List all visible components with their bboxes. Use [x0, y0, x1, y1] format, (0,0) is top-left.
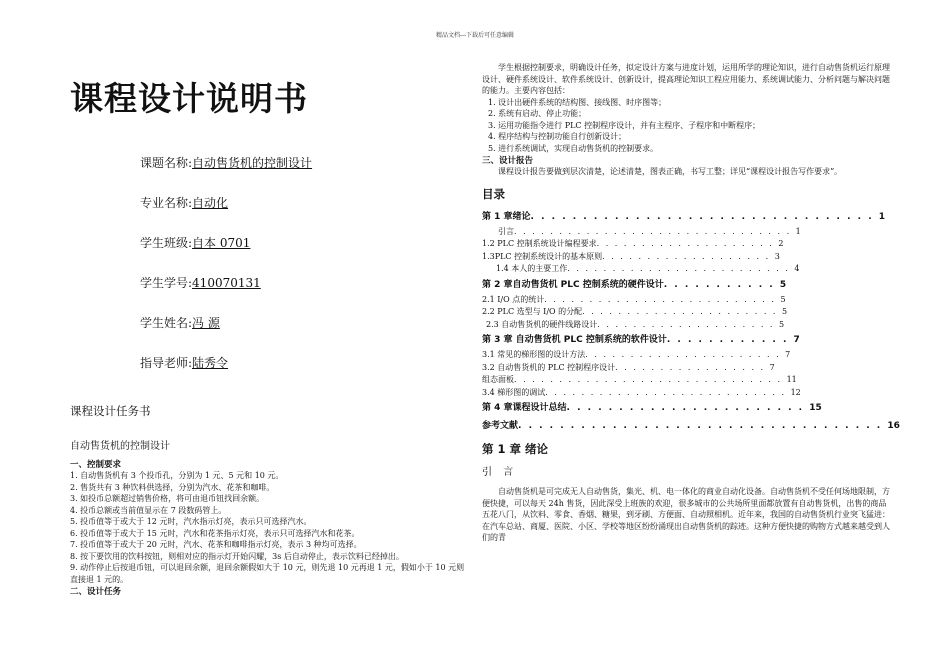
toc-entry[interactable]	[482, 238, 892, 251]
chapter-1-title: 第 1 章 绪论	[482, 442, 549, 456]
toc-entry-text: 参考文献	[482, 421, 519, 431]
toc-leader-dots: . . . . . . . . . . . . . . . . . . .	[602, 251, 775, 261]
toc-entry-text: 3.1 常见的梯形图的设计方法	[482, 350, 586, 359]
toc-entry[interactable]	[482, 319, 892, 332]
toc-leader-dots: . . . . . . . . . . . . . . . . . . . . . .	[582, 307, 783, 316]
toc-page-number: 7	[785, 350, 791, 359]
toc-leader-dots: . . . . . . . . . . . . . . . . . . . . . . .	[566, 403, 810, 413]
toc-leader-dots: . . . . . . . . . . . . . . . . . . . .	[597, 319, 779, 329]
toc-entry[interactable]	[482, 306, 892, 319]
toc-entry-text: 引言	[498, 226, 514, 236]
task-title: 课程设计任务书	[70, 404, 151, 418]
toc-entry[interactable]	[482, 362, 892, 375]
toc-entry[interactable]	[482, 226, 892, 239]
toc-page-number: 15	[809, 403, 822, 413]
toc-entry-text: 第 2 章自动售货机 PLC 控制系统的硬件设计	[482, 279, 664, 290]
toc-entry-text: 2.3 自动售货机的硬件线路设计	[486, 319, 598, 329]
design-item-4: 4. 程序结构与控制功能自行创新设计；	[488, 132, 627, 141]
toc-entry-text: 1.3PLC 控制系统设计的基本原则	[482, 251, 603, 261]
toc-page-number: 12	[790, 387, 801, 397]
toc-page-number: 1	[878, 211, 886, 222]
requirement-1: 1. 自动售货机有 3 个投币孔，分别为 1 元、5 元和 10 元。	[70, 471, 284, 480]
info-student-name: 学生姓名:冯 源	[140, 316, 220, 330]
toc-leader-dots: . . . . . . . . . . . . . . . . . . . . . . . . . . .	[545, 387, 791, 397]
toc-leader-dots: . . . . . . . . . . . . . . . . . . . . . . . . .	[567, 264, 795, 273]
requirement-9: 9. 动作停止后按退币钮，可以退回余额，退回余额假如大于 10 元，则先退 10 元再退 1 元，假如小于 10 元则直接退 1 元的。	[70, 563, 465, 584]
toc-leader-dots: . . . . . . . . . . . . . . . . .	[615, 362, 770, 372]
toc-entry[interactable]	[482, 417, 900, 435]
toc-entry-text: 1.2 PLC 控制系统设计编程要求	[482, 239, 597, 248]
toc-entry[interactable]	[482, 263, 892, 276]
toc-entry[interactable]	[482, 387, 892, 400]
report-text: 课程设计报告要做到层次清楚，论述清楚，图表正确，书写工整；详见“课程设计报告写作要求”。	[498, 167, 843, 176]
info-major: 专业名称:自动化	[140, 196, 229, 210]
info-advisor: 指导老师:陆秀令	[140, 356, 229, 370]
toc-entry-text: 第 4 章课程设计总结	[482, 403, 567, 413]
toc-page-number: 4	[794, 264, 800, 273]
design-intro: 学生根据控制要求，明确设计任务，拟定设计方案与进度计划，运用所学的理论知识，进行自动售货机运行原理设计、硬件系统设计、软件系统设计、创新设计，提高理论知识工程应用能力、系统调试能力、分析问题与解决问题的能力。主要内容包括：	[482, 63, 890, 95]
requirement-3: 3. 如投币总额超过销售价格，将可由退币钮找回余额。	[70, 494, 265, 503]
intro-text: 自动售货机是可完成无人自动售货，集光、机、电一体化的商业自动化设备。自动售货机不受任何场地限制，方便快捷，可以每天 24h 售货，因此深受上班族的欢迎，很多城市的公共场所里面都放置有自动售货机，出售的商品五花八门，从饮料、零食、香烟、糖果，到牙刷、方便面、自动照相机。近年来，我国的自动售货机行业突飞猛进：在汽车总站、商厦、医院、小区、学校等地区纷纷涌现出自动售货机的踪迹。这种方便快捷的购物方式越来越受到人们的青	[482, 487, 890, 542]
toc-page-number: 11	[786, 375, 797, 384]
toc-entry-text: 3.4 梯形图的调试	[482, 387, 546, 397]
design-item-5: 5. 进行系统调试，实现自动售货机的控制要求。	[488, 143, 659, 153]
toc-entry[interactable]	[482, 251, 892, 264]
toc-page-number: 5	[780, 294, 786, 304]
requirement-8: 8. 按下要饮用的饮料按钮，则相对应的指示灯开始闪耀，3s 后自动停止，表示饮料已经掉出。	[70, 551, 404, 561]
toc-entry-text: 2.1 I/O 点的统计	[482, 294, 545, 304]
toc-leader-dots: . . . . . . . . . . . . . . . . . . . . . . . . . . . . . . .	[514, 226, 796, 236]
requirement-7: 7. 投币值等于或大于 20 元时，汽水、花茶和咖啡指示灯亮，表示 3 种均可选择。	[70, 540, 362, 549]
toc-entry[interactable]	[482, 276, 892, 294]
page-header: 精品文档---下载后可任意编辑	[435, 32, 515, 39]
toc-entry-text: 第 3 章 自动售货机 PLC 控制系统的软件设计	[482, 335, 667, 345]
right-page	[482, 62, 900, 544]
design-item-2: 2. 系统有启动、停止功能；	[488, 109, 587, 118]
toc-leader-dots: . . . . . . . . . . . . . . . . . . . . . .	[585, 350, 786, 359]
toc-leader-dots: . . . . . . . . . . . . . . . . . . . . . . . . . . . . . . . . . . .	[518, 421, 888, 431]
toc-entry-text: 1.4 本人的主要工作	[496, 264, 568, 273]
left-page	[70, 60, 470, 597]
toc-entry[interactable]	[482, 374, 892, 387]
toc-entry-text: 第 1 章绪论	[482, 211, 531, 222]
table-of-contents	[482, 208, 900, 436]
cover-info	[140, 155, 470, 395]
requirement-6: 6. 投币值等于或大于 15 元时，汽水和花茶指示灯亮，表示只可选择汽水和花茶。	[70, 528, 360, 538]
toc-page-number: 7	[769, 362, 775, 372]
info-topic: 课题名称:自动售货机的控制设计	[140, 156, 313, 170]
toc-leader-dots: . . . . . . . . . . . .	[666, 335, 794, 345]
toc-page-number: 7	[793, 335, 800, 345]
requirement-5: 5. 投币值等于或大于 12 元时，汽水指示灯亮，表示只可选择汽水。	[70, 517, 312, 526]
toc-entry[interactable]	[482, 208, 892, 226]
toc-leader-dots: . . . . . . . . . . .	[663, 279, 780, 290]
document-title: 课程设计说明书	[70, 79, 308, 118]
report-heading: 三、设计报告	[482, 156, 534, 166]
toc-page-number: 5	[778, 319, 785, 329]
info-student-id: 学生学号:410070131	[140, 276, 261, 290]
requirement-4: 4. 投币总额或当前值显示在 7 段数码管上。	[70, 505, 227, 515]
toc-title: 目录	[482, 186, 505, 201]
toc-page-number: 1	[795, 226, 801, 236]
toc-entry[interactable]	[482, 349, 892, 362]
toc-entry-text: 组态面板	[482, 375, 514, 384]
requirements-heading: 一、控制要求	[70, 460, 122, 470]
toc-leader-dots: . . . . . . . . . . . . . . . . . . . . . . . . . . . . . . . . .	[530, 211, 879, 222]
toc-leader-dots: . . . . . . . . . . . . . . . . . . . . . . . . . .	[544, 294, 781, 304]
design-item-1: 1. 设计出硬件系统的结构图、接线图、时序图等；	[488, 97, 667, 107]
toc-page-number: 3	[774, 251, 780, 261]
toc-page-number: 16	[887, 421, 900, 431]
toc-leader-dots: . . . . . . . . . . . . . . . . . . . . . . . . . . . . . .	[514, 375, 787, 384]
toc-page-number: 5	[782, 307, 788, 316]
toc-entry[interactable]	[482, 331, 892, 349]
toc-entry-text: 2.2 PLC 选型与 I/O 的分配	[482, 307, 583, 316]
info-class: 学生班级:自本 0701	[140, 236, 251, 250]
toc-page-number: 2	[778, 239, 784, 248]
intro-heading: 引 言	[482, 467, 518, 478]
requirement-2: 2. 售货共有 3 种饮料供选择，分别为汽水、花茶和咖啡。	[70, 482, 275, 492]
toc-entry[interactable]	[482, 294, 892, 307]
toc-entry-text: 3.2 自动售货机的 PLC 控制程序设计	[482, 362, 616, 372]
toc-leader-dots: . . . . . . . . . . . . . . . . . . . .	[596, 239, 779, 248]
toc-entry[interactable]	[482, 399, 892, 417]
task-subtitle: 自动售货机的控制设计	[70, 441, 170, 452]
design-item-3: 3. 运用功能指令进行 PLC 控制程序设计，并有主程序、子程序和中断程序；	[488, 120, 761, 130]
toc-page-number: 5	[779, 279, 787, 290]
design-task-heading: 二、设计任务	[70, 587, 122, 597]
